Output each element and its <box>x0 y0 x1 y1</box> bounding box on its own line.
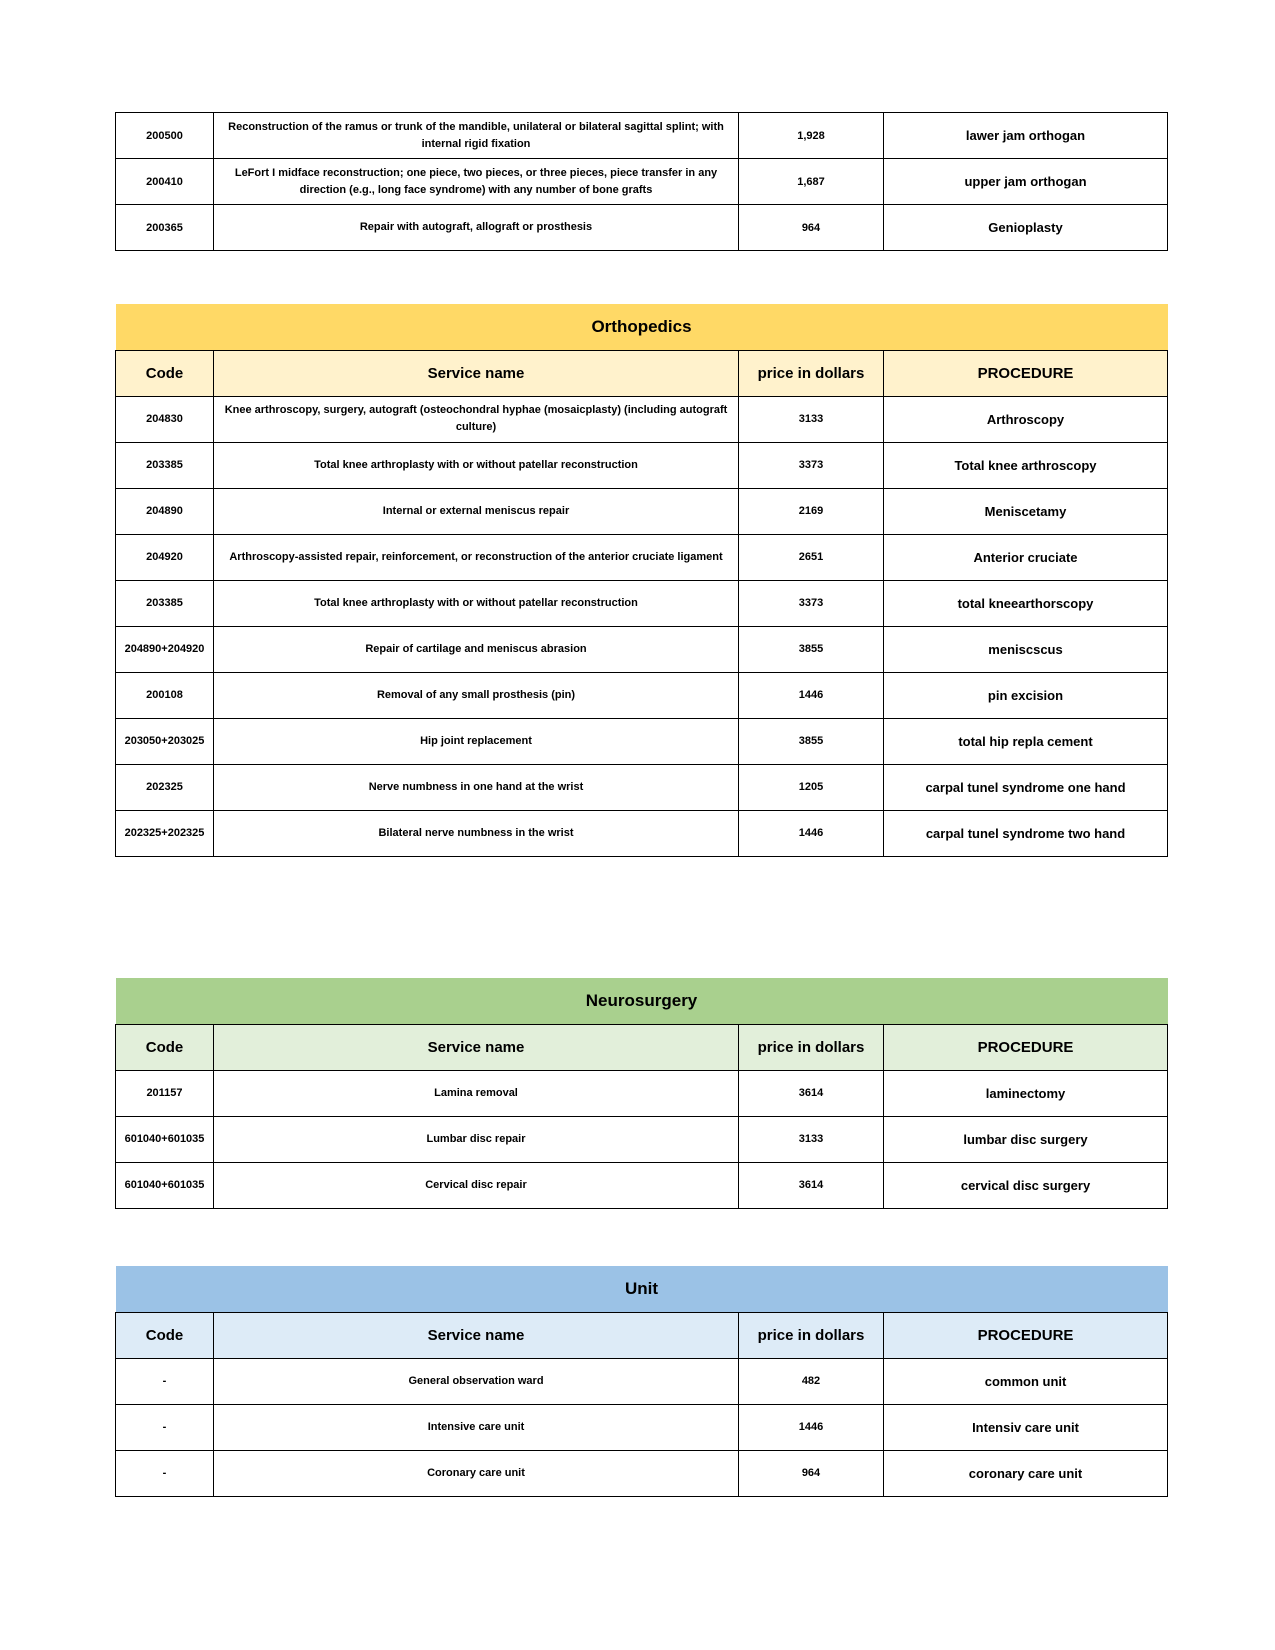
code-cell: 601040+601035 <box>116 1162 214 1208</box>
section-title: Orthopedics <box>116 304 1168 350</box>
table-row <box>116 1404 1168 1450</box>
price-cell: 1,928 <box>739 113 884 159</box>
procedure-cell: Meniscetamy <box>884 488 1168 534</box>
table-row <box>116 672 1168 718</box>
header-service: Service name <box>214 350 739 396</box>
service-cell: Knee arthroscopy, surgery, autograft (osteochondral hyphae (mosaicplasty) (including autograft culture) <box>214 396 739 442</box>
table-row <box>116 488 1168 534</box>
procedure-cell: lawer jam orthogan <box>884 113 1168 159</box>
section-title: Unit <box>116 1266 1168 1312</box>
price-cell: 1446 <box>739 1404 884 1450</box>
price-cell: 2651 <box>739 534 884 580</box>
procedure-cell: meniscscus <box>884 626 1168 672</box>
procedure-cell: pin excision <box>884 672 1168 718</box>
table-row <box>116 1070 1168 1116</box>
price-cell: 3133 <box>739 396 884 442</box>
top-price-table <box>115 112 1167 251</box>
service-cell: Hip joint replacement <box>214 718 739 764</box>
service-cell: Total knee arthroplasty with or without patellar reconstruction <box>214 580 739 626</box>
service-cell: Intensive care unit <box>214 1404 739 1450</box>
service-cell: General observation ward <box>214 1358 739 1404</box>
service-cell: Bilateral nerve numbness in the wrist <box>214 810 739 856</box>
code-cell: 203050+203025 <box>116 718 214 764</box>
procedure-cell: coronary care unit <box>884 1450 1168 1496</box>
code-cell: 204920 <box>116 534 214 580</box>
code-cell: - <box>116 1358 214 1404</box>
price-cell: 3855 <box>739 626 884 672</box>
procedure-cell: laminectomy <box>884 1070 1168 1116</box>
table-row <box>116 1358 1168 1404</box>
price-cell: 482 <box>739 1358 884 1404</box>
procedure-cell: total hip repla cement <box>884 718 1168 764</box>
header-price: price in dollars <box>739 1312 884 1358</box>
service-cell: Internal or external meniscus repair <box>214 488 739 534</box>
procedure-cell: total kneearthorscopy <box>884 580 1168 626</box>
header-procedure: PROCEDURE <box>884 1024 1168 1070</box>
procedure-cell: carpal tunel syndrome one hand <box>884 764 1168 810</box>
code-cell: - <box>116 1450 214 1496</box>
code-cell: 204830 <box>116 396 214 442</box>
procedure-cell: Genioplasty <box>884 205 1168 251</box>
code-cell: 204890+204920 <box>116 626 214 672</box>
price-cell: 3855 <box>739 718 884 764</box>
service-cell: Repair of cartilage and meniscus abrasion <box>214 626 739 672</box>
header-price: price in dollars <box>739 350 884 396</box>
procedure-cell: common unit <box>884 1358 1168 1404</box>
table-row <box>116 1162 1168 1208</box>
code-cell: - <box>116 1404 214 1450</box>
service-cell: Arthroscopy-assisted repair, reinforcement, or reconstruction of the anterior cruciate ligament <box>214 534 739 580</box>
table-row <box>116 626 1168 672</box>
price-cell: 3614 <box>739 1070 884 1116</box>
code-cell: 200108 <box>116 672 214 718</box>
table-row <box>116 205 1168 251</box>
price-cell: 964 <box>739 1450 884 1496</box>
header-code: Code <box>116 1024 214 1070</box>
price-cell: 1205 <box>739 764 884 810</box>
code-cell: 203385 <box>116 580 214 626</box>
header-code: Code <box>116 1312 214 1358</box>
service-cell: Cervical disc repair <box>214 1162 739 1208</box>
price-cell: 3133 <box>739 1116 884 1162</box>
procedure-cell: Anterior cruciate <box>884 534 1168 580</box>
table-row <box>116 534 1168 580</box>
price-cell: 964 <box>739 205 884 251</box>
procedure-cell: Arthroscopy <box>884 396 1168 442</box>
service-cell: Lumbar disc repair <box>214 1116 739 1162</box>
procedure-cell: carpal tunel syndrome two hand <box>884 810 1168 856</box>
procedure-cell: Total knee arthroscopy <box>884 442 1168 488</box>
table-row <box>116 580 1168 626</box>
procedure-cell: cervical disc surgery <box>884 1162 1168 1208</box>
table-row <box>116 810 1168 856</box>
table-row <box>116 764 1168 810</box>
table-row <box>116 1116 1168 1162</box>
table-row <box>116 159 1168 205</box>
code-cell: 202325 <box>116 764 214 810</box>
code-cell: 204890 <box>116 488 214 534</box>
table-row <box>116 113 1168 159</box>
price-cell: 1,687 <box>739 159 884 205</box>
procedure-cell: Intensiv care unit <box>884 1404 1168 1450</box>
table-row <box>116 718 1168 764</box>
price-cell: 2169 <box>739 488 884 534</box>
neurosurgery-table <box>115 978 1167 1209</box>
price-cell: 3373 <box>739 442 884 488</box>
price-cell: 3614 <box>739 1162 884 1208</box>
code-cell: 200410 <box>116 159 214 205</box>
service-cell: Total knee arthroplasty with or without patellar reconstruction <box>214 442 739 488</box>
orthopedics-table <box>115 304 1167 857</box>
code-cell: 601040+601035 <box>116 1116 214 1162</box>
code-cell: 200365 <box>116 205 214 251</box>
header-procedure: PROCEDURE <box>884 1312 1168 1358</box>
table-row <box>116 396 1168 442</box>
unit-table <box>115 1266 1167 1497</box>
service-cell: Reconstruction of the ramus or trunk of the mandible, unilateral or bilateral sagittal splint; with internal rigid fixation <box>214 113 739 159</box>
table-row <box>116 1450 1168 1496</box>
header-code: Code <box>116 350 214 396</box>
procedure-cell: lumbar disc surgery <box>884 1116 1168 1162</box>
section-title: Neurosurgery <box>116 978 1168 1024</box>
service-cell: Repair with autograft, allograft or prosthesis <box>214 205 739 251</box>
table-row <box>116 442 1168 488</box>
service-cell: Nerve numbness in one hand at the wrist <box>214 764 739 810</box>
header-service: Service name <box>214 1024 739 1070</box>
price-cell: 1446 <box>739 810 884 856</box>
procedure-cell: upper jam orthogan <box>884 159 1168 205</box>
price-cell: 1446 <box>739 672 884 718</box>
service-cell: Coronary care unit <box>214 1450 739 1496</box>
code-cell: 202325+202325 <box>116 810 214 856</box>
code-cell: 200500 <box>116 113 214 159</box>
service-cell: Removal of any small prosthesis (pin) <box>214 672 739 718</box>
service-cell: Lamina removal <box>214 1070 739 1116</box>
code-cell: 201157 <box>116 1070 214 1116</box>
header-procedure: PROCEDURE <box>884 350 1168 396</box>
service-cell: LeFort I midface reconstruction; one piece, two pieces, or three pieces, piece transfer in any direction (e.g., long face syndrome) with any number of bone grafts <box>214 159 739 205</box>
header-service: Service name <box>214 1312 739 1358</box>
price-cell: 3373 <box>739 580 884 626</box>
code-cell: 203385 <box>116 442 214 488</box>
header-price: price in dollars <box>739 1024 884 1070</box>
